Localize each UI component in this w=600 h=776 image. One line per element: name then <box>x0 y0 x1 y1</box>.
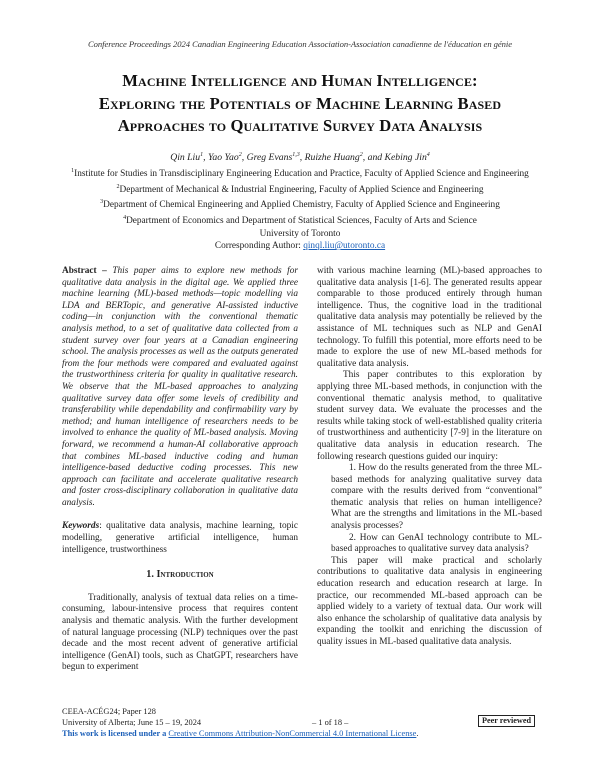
conference-venue: University of Alberta; June 15 – 19, 2024 <box>62 718 202 727</box>
author-name: Yao Yao <box>207 152 239 164</box>
separator: , <box>299 152 305 164</box>
corresponding-email-link[interactable]: qinql.liu@utoronto.ca <box>303 241 386 252</box>
page-number: – 1 of 18 – <box>312 718 349 727</box>
abstract-text: This paper aims to explore new methods for qualitative data analysis in the digital age. We applied three machine learning (ML)-based methods—topic modelling via LDA and BERTopic, and generative AI-assisted inductive coding—in conjunction with the conventional thematic analysis method, to a set of qualitative data collected from a student survey over four years at a Canadian engineering school. The analysis processes as well as the outputs generated from the four methods were compared and evaluated against the trustworthiness criteria for quality in qualitative research. We observe that the ML-based approaches to analyzing qualitative survey data offer some levels of credibility and transferability while dependability and confirmability vary by method; and human intelligence of researchers needs to be involved to enhance the quality of ML-based analysis. Moving forward, we recommend a human-AI collaborative approach that combines ML-based inductive coding and human intelligence-based deductive coding processes. This new approach can facilitate and accelerate qualitative research and foster cross-disciplinary collaboration in qualitative data analysis. <box>62 266 298 508</box>
research-question-1: 1. How do the results generated from the three ML-based methods for analyzing qualitative survey data compare with the results derived from “conventional” thematic analysis that relies on human intelligence? What are the strengths and limitations in the ML-based analysis processes? <box>331 463 542 532</box>
intro-paragraph-3: This paper will make practical and scholarly contributions to qualitative data analysis in engineering education research and education research at large. In practice, our recommended ML-based approach can be applied widely to a variety of textual data. Our work will also enhance the scholarship of qualitative data analysis by expanding the toolkit and enriching the discussion of quality issues in ML-based qualitative data analysis. <box>317 555 542 647</box>
university: University of Toronto <box>259 228 341 239</box>
affil-text: Department of Mechanical & Industrial Engineering, Faculty of Applied Science and Engineering <box>119 184 484 195</box>
affiliation-4 <box>40 212 560 228</box>
affiliation-2 <box>40 181 560 197</box>
affil-sup: 4 <box>123 214 127 221</box>
paper-id: CEEA-ACÉG24; Paper 128 <box>62 707 156 716</box>
affil-text: Department of Chemical Engineering and Applied Chemistry, Faculty of Applied Science and Engineering <box>103 200 500 211</box>
license-suffix: . <box>416 729 419 738</box>
affiliation-1 <box>40 165 560 181</box>
section-heading-introduction: 1. Introduction <box>146 569 214 581</box>
separator: , and <box>362 152 385 164</box>
corresponding-author <box>40 240 560 253</box>
separator: , <box>203 152 208 164</box>
abstract-label: Abstract <box>62 266 97 276</box>
author-affil-sup: 2 <box>359 152 363 158</box>
author-list <box>40 149 560 165</box>
author-name: Qin Liu <box>170 152 201 164</box>
affil-sup: 1 <box>71 167 75 174</box>
abstract <box>62 266 298 509</box>
author-affil-sup: 4 <box>426 152 430 158</box>
title-line-1: Machine Intelligence and Human Intelligence: <box>122 71 478 90</box>
license-prefix: This work is licensed under a <box>62 729 169 738</box>
affil-text: Institute for Studies in Transdisciplinary Engineering Education and Practice, Faculty of Applied Science and Engineering <box>74 168 529 179</box>
left-column <box>62 266 298 674</box>
author-block <box>40 149 560 253</box>
author-name: Kebing Jin <box>384 152 427 164</box>
keywords-text: : qualitative data analysis, machine learning, topic modelling, generative artificial intelligence, human intelligence, trustworthiness <box>62 521 298 555</box>
affil-sup: 3 <box>100 199 104 206</box>
peer-reviewed-badge: Peer reviewed <box>478 715 535 727</box>
title-line-2: Exploring the Potentials of Machine Learning Based <box>98 93 502 113</box>
author-affil-sup: 2 <box>238 152 242 158</box>
corresponding-label: Corresponding Author: <box>214 241 304 252</box>
license-notice <box>62 728 542 739</box>
license-link[interactable]: Creative Commons Attribution-NonCommercial 4.0 International License <box>168 729 417 738</box>
intro-paragraph-1-continued: with various machine learning (ML)-based approaches to qualitative data analysis [1-6]. The generated results appear comparable to those produced entirely through human intelligence. Thus, the cognitive load in the traditional qualitative data analysis may potentially be relieved by the assistance of ML techniques such as NLP and GenAI technology. To fulfill this potential, more efforts need to be made to explore the use of new ML-based methods for qualitative data analysis. <box>317 266 542 369</box>
research-question-2: 2. How can GenAI technology contribute to ML-based approaches to qualitative survey data analysis? <box>331 532 542 555</box>
running-header: Conference Proceedings 2024 Canadian Engineering Education Association-Association canadienne de l'éducation en génie <box>87 39 513 49</box>
author-name: Greg Evans <box>246 152 293 164</box>
right-column <box>317 266 542 649</box>
keywords <box>62 521 298 556</box>
abstract-dash: – <box>96 266 113 276</box>
author-name: Ruizhe Huang <box>304 152 360 164</box>
paper-title <box>40 70 560 138</box>
separator: , <box>241 152 247 164</box>
affiliation-3 <box>40 196 560 212</box>
page-footer <box>62 706 542 739</box>
affil-text: Department of Economics and Department of Statistical Sciences, Faculty of Arts and Science <box>126 215 477 226</box>
keywords-label: Keywords <box>62 521 100 532</box>
intro-paragraph-2: This paper contributes to this exploration by applying three ML-based methods, in conjunction with the conventional thematic analysis method, to qualitative student survey data. We evaluate the processes and the results while taking stock of well-established quality criteria of trustworthiness and authenticity [7-9] in the literature on qualitative data analysis in education research. The following research questions guided our inquiry: <box>317 370 542 462</box>
author-affil-sup: 1 <box>200 152 204 158</box>
title-line-3: Approaches to Qualitative Survey Data Analysis <box>117 116 483 136</box>
affil-sup: 2 <box>116 183 120 190</box>
author-affil-sup: 1,3 <box>292 152 300 158</box>
intro-paragraph-1: Traditionally, analysis of textual data relies on a time-consuming, labour-intensive process that requires content analysis and thematic analysis. With the further development of natural language processing (NLP) techniques over the past decade and the most recent advent of generative artificial intelligence (GenAI) tools, such as ChatGPT, researchers have begun to experiment <box>62 592 298 673</box>
